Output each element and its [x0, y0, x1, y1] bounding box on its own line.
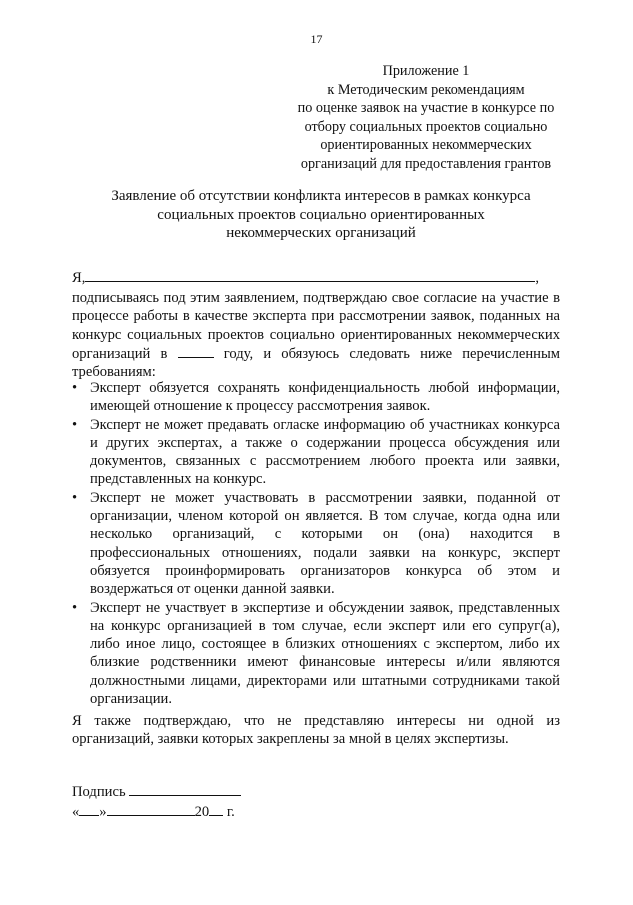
requirement-text: Эксперт обязуется сохранять конфиденциальность любой информации, имеющей отношение к процессу рассмотрения заявок.: [90, 380, 560, 415]
date-line: [72, 802, 241, 822]
signature-block: [72, 782, 241, 822]
appendix-line: по оценке заявок на участие в конкурсе по: [297, 100, 555, 117]
signature-blank-field[interactable]: [129, 782, 241, 796]
title-line: Заявление об отсутствии конфликта интересов в рамках конкурса: [111, 188, 531, 204]
bullet-icon: •: [72, 416, 78, 433]
bullet-icon: •: [72, 489, 78, 506]
appendix-line: к Методическим рекомендациям: [327, 81, 525, 98]
signature-label: Подпись: [72, 784, 126, 800]
signature-line: [72, 782, 241, 802]
year-blank-field[interactable]: [178, 344, 214, 358]
appendix-line: ориентированных некоммерческих: [320, 137, 532, 154]
requirement-text: Эксперт не участвует в экспертизе и обсуждении заявок, представленных на конкурс организацией в том случае, если эксперт или его супруг(а), либо иное лицо, состоящее в близких отношениях с экспертом, либо их близкие родственники имеют финансовые интересы и/или являются должностными лицами, директорами или штатными сотрудниками такой организации.: [90, 599, 560, 708]
document-title: [86, 187, 556, 243]
requirements-list: [72, 379, 560, 708]
appendix-line: отбору социальных проектов социально: [304, 118, 548, 135]
name-blank-field[interactable]: [85, 268, 535, 282]
month-blank-field[interactable]: [107, 802, 195, 816]
appendix-header: [276, 62, 576, 174]
list-item: [72, 599, 560, 709]
page-number: 17: [310, 32, 323, 46]
confirmation-paragraph: Я также подтверждаю, что не представляю интересы ни одной из организаций, заявки которых закреплены за мной в целях экспертизы.: [72, 713, 560, 748]
i-label: Я,: [72, 270, 86, 286]
intro-text-part1: подписываясь под этим заявлением, подтверждаю свое согласие на участие в процессе работы в качестве эксперта при рассмотрении заявок, поданных на конкурс социальных проектов социально ориентированных некоммерческих организаций в: [72, 290, 560, 362]
intro-paragraph: [72, 289, 560, 381]
day-blank-field[interactable]: [79, 802, 99, 816]
list-item: [72, 489, 560, 599]
title-line: социальных проектов социально ориентированных: [157, 206, 485, 223]
requirement-text: Эксперт не может предавать огласке информацию об участниках конкурса и других экспертах, а также о содержании процесса обсуждения или документов, связанных с рассмотрением любого проекта или заявки, представленных на конкурс.: [90, 416, 560, 488]
appendix-line: организаций для предоставления грантов: [300, 155, 552, 172]
date-close-quote: »: [99, 804, 107, 820]
list-item: [72, 379, 560, 416]
requirement-text: Эксперт не может участвовать в рассмотрении заявки, поданной от организации, членом которой он является. В том случае, когда одна или несколько организаций, с которыми он (она) находится в профессиональных отношениях, подали заявки на конкурс, эксперт обязуется проинформировать организаторов конкурса об этом и воздержаться от оценки данной заявки.: [90, 489, 560, 598]
year-suffix-blank-field[interactable]: [209, 802, 223, 816]
date-open-quote: «: [72, 804, 80, 820]
name-line: [72, 268, 560, 287]
year-prefix: 20: [194, 804, 210, 820]
i-comma: ,: [535, 270, 540, 286]
intro-text-part2: году, и обязуюсь следовать ниже перечисленным требованиям:: [72, 345, 560, 381]
list-item: [72, 416, 560, 489]
bullet-icon: •: [72, 599, 78, 616]
year-suffix-label: г.: [226, 804, 235, 820]
title-line: некоммерческих организаций: [226, 225, 416, 242]
bullet-icon: •: [72, 380, 78, 396]
appendix-line: Приложение 1: [382, 63, 470, 79]
